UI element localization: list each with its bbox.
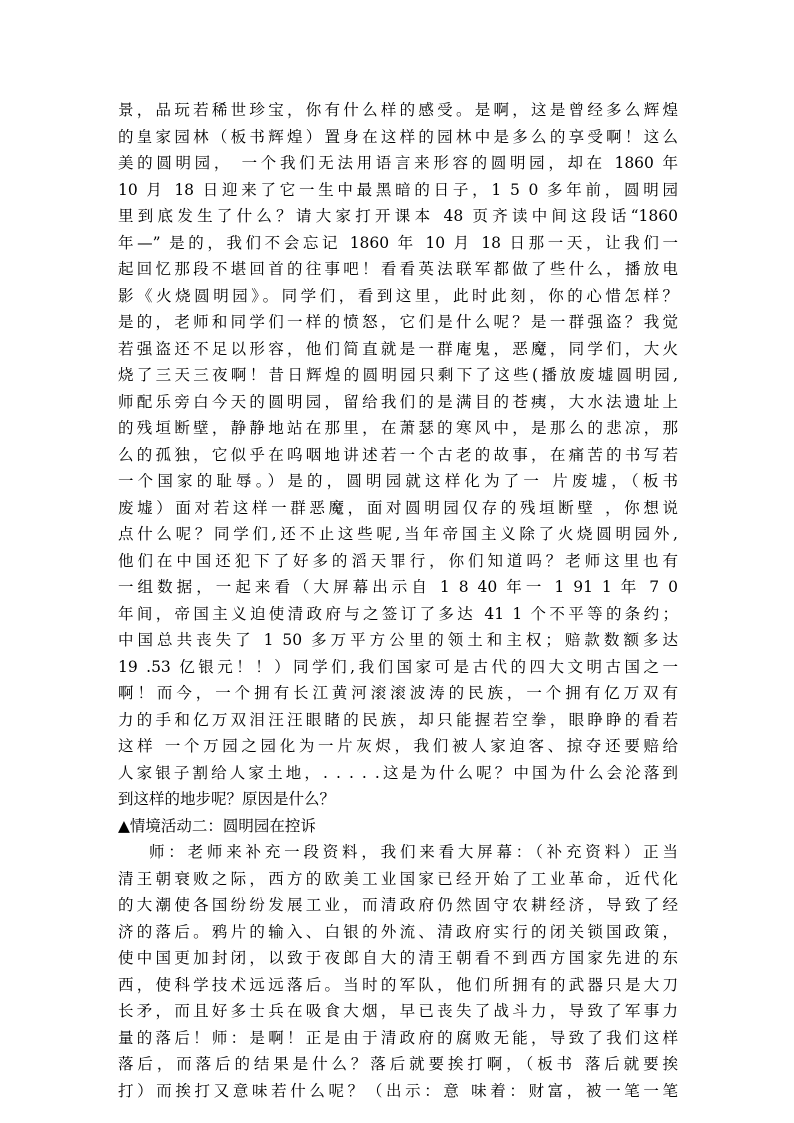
- text-line: 的残垣断壁，静静地站在那里，在萧瑟的寒风中，是那么的悲凉，那: [118, 419, 678, 437]
- text-line: 西，使科学技术远远落后。当时的军队，他们所拥有的武器只是大刀: [118, 975, 678, 994]
- text-line: 一个国家的耻辱。）是的，圆明园就这样化为了一 片废墟，（板书: [118, 472, 678, 490]
- text-line: 落后，而落后的结果是什么？落后就要挨打啊，（板书 落后就要挨: [118, 1055, 678, 1073]
- text-line: 力的手和亿万双泪汪汪眼睹的民族，却只能握若空拳，眼睁睁的看若: [118, 710, 678, 729]
- text-line: 10 月 18 日迎来了它一生中最黑暗的日子，1 5 0 多年前，圆明园: [118, 180, 678, 199]
- text-line: 的皇家园林（板书辉煌）置身在这样的园林中是多么的享受啊！这么: [118, 127, 678, 146]
- text-line: 美的圆明园， 一个我们无法用语言来形容的圆明园，却在 1860 年: [118, 154, 678, 172]
- text-line: 起回忆那段不堪回首的往事吧！看看英法联军都做了些什么，播放电: [118, 260, 678, 278]
- text-line: 里到底发生了什么？请大家打开课本 48 页齐读中间这段话“1860: [118, 207, 678, 225]
- text-line: 啊！而今，一个拥有长江黄河滚滚波涛的民族，一个拥有亿万双有: [118, 684, 678, 702]
- text-line: 济的落后。鸦片的输入、白银的外流、清政府实行的闭关锁国政策，: [118, 922, 678, 941]
- text-line: 打）而挨打又意味若什么呢？（出示：意 味着：财富，被一笔一笔: [118, 1081, 678, 1100]
- text-line: 师：老师来补充一段资料，我们来看大屏幕：（补充资料）正当: [149, 843, 678, 861]
- text-line: 人家银子割给人家土地，. . . . .这是为什么呢？中国为什么会沦落到: [118, 763, 678, 782]
- text-line: 烧了三天三夜啊！昔日辉煌的圆明园只剩下了这些(播放废墟圆明园,: [118, 366, 678, 384]
- text-line: 是的，老师和同学们一样的愤怒，它们是什么呢？是一群强盗？我觉: [118, 313, 678, 331]
- text-line: 中国总共丧失了 1 50 多万平方公里的领土和主权；赔款数额多达: [118, 631, 678, 649]
- text-line: 长矛，而且好多士兵在吸食大烟，早已丧失了战斗力，导致了军事力: [118, 1002, 678, 1020]
- text-line: 年—” 是的，我们不会忘记 1860 年 10 月 18 日那一天，让我们一: [118, 233, 678, 252]
- text-line: 若强盗还不足以形容，他们简直就是一群庵鬼，恶魔，同学们，大火: [118, 339, 678, 358]
- text-line: 年间，帝国主义迫使清政府与之签订了多达 41 1 个不平等的条约；: [118, 604, 678, 623]
- text-line: 影《火烧圆明园》。同学们，看到这里，此时此刻，你的心惜怎样？: [118, 286, 678, 305]
- text-line: 么的孤独，它似乎在呜咽地讲述若一个古老的故事，在痛苦的书写若: [118, 445, 678, 464]
- text-line: 一组数据，一起来看（大屏幕出示自 1 8 40 年一 1 91 1 年 7 0: [118, 578, 678, 596]
- text-line: 点什么呢？同学们,还不止这些呢,当年帝国主义除了火烧圆明园外,: [118, 525, 678, 543]
- text-line: 景，品玩若稀世珍宝，你有什么样的感受。是啊，这是曾经多么辉煌: [118, 101, 678, 119]
- text-line: 19 .53 亿银元！！）同学们,我们国家可是古代的四大文明古国之一: [118, 657, 678, 676]
- text-line: 量的落后！师：是啊！正是由于清政府的腐败无能，导致了我们这样: [118, 1028, 678, 1047]
- text-line: 师配乐旁白今天的圆明园，留给我们的是满目的苍痍，大水法遗址上: [118, 392, 678, 411]
- text-line: 这样 一个万园之园化为一片灰烬，我们被人家迫客、掠夺还要赔给: [118, 737, 678, 755]
- document-page: [118, 97, 678, 1104]
- text-line: 使中国更加封闭，以致于夜郎自大的清王朝看不到西方国家先进的东: [118, 949, 678, 967]
- text-line: 他们在中国还犯下了好多的滔天罪行，你们知道吗？老师这里也有: [118, 551, 678, 570]
- text-line: 清王朝衰败之际，西方的欧美工业国家已经开始了工业革命，近代化: [118, 869, 678, 888]
- text-line: 到这样的地步呢？原因是什么？: [118, 790, 336, 808]
- text-line: 的大潮使各国纷纷发展工业，而清政府仍然固守农耕经济，导致了经: [118, 896, 678, 914]
- text-line: 废墟）面对若这样一群恶魔，面对圆明园仅存的残垣断壁 ，你想说: [118, 498, 678, 517]
- section-heading: ▲情境活动二：圆明园在控诉: [118, 816, 316, 835]
